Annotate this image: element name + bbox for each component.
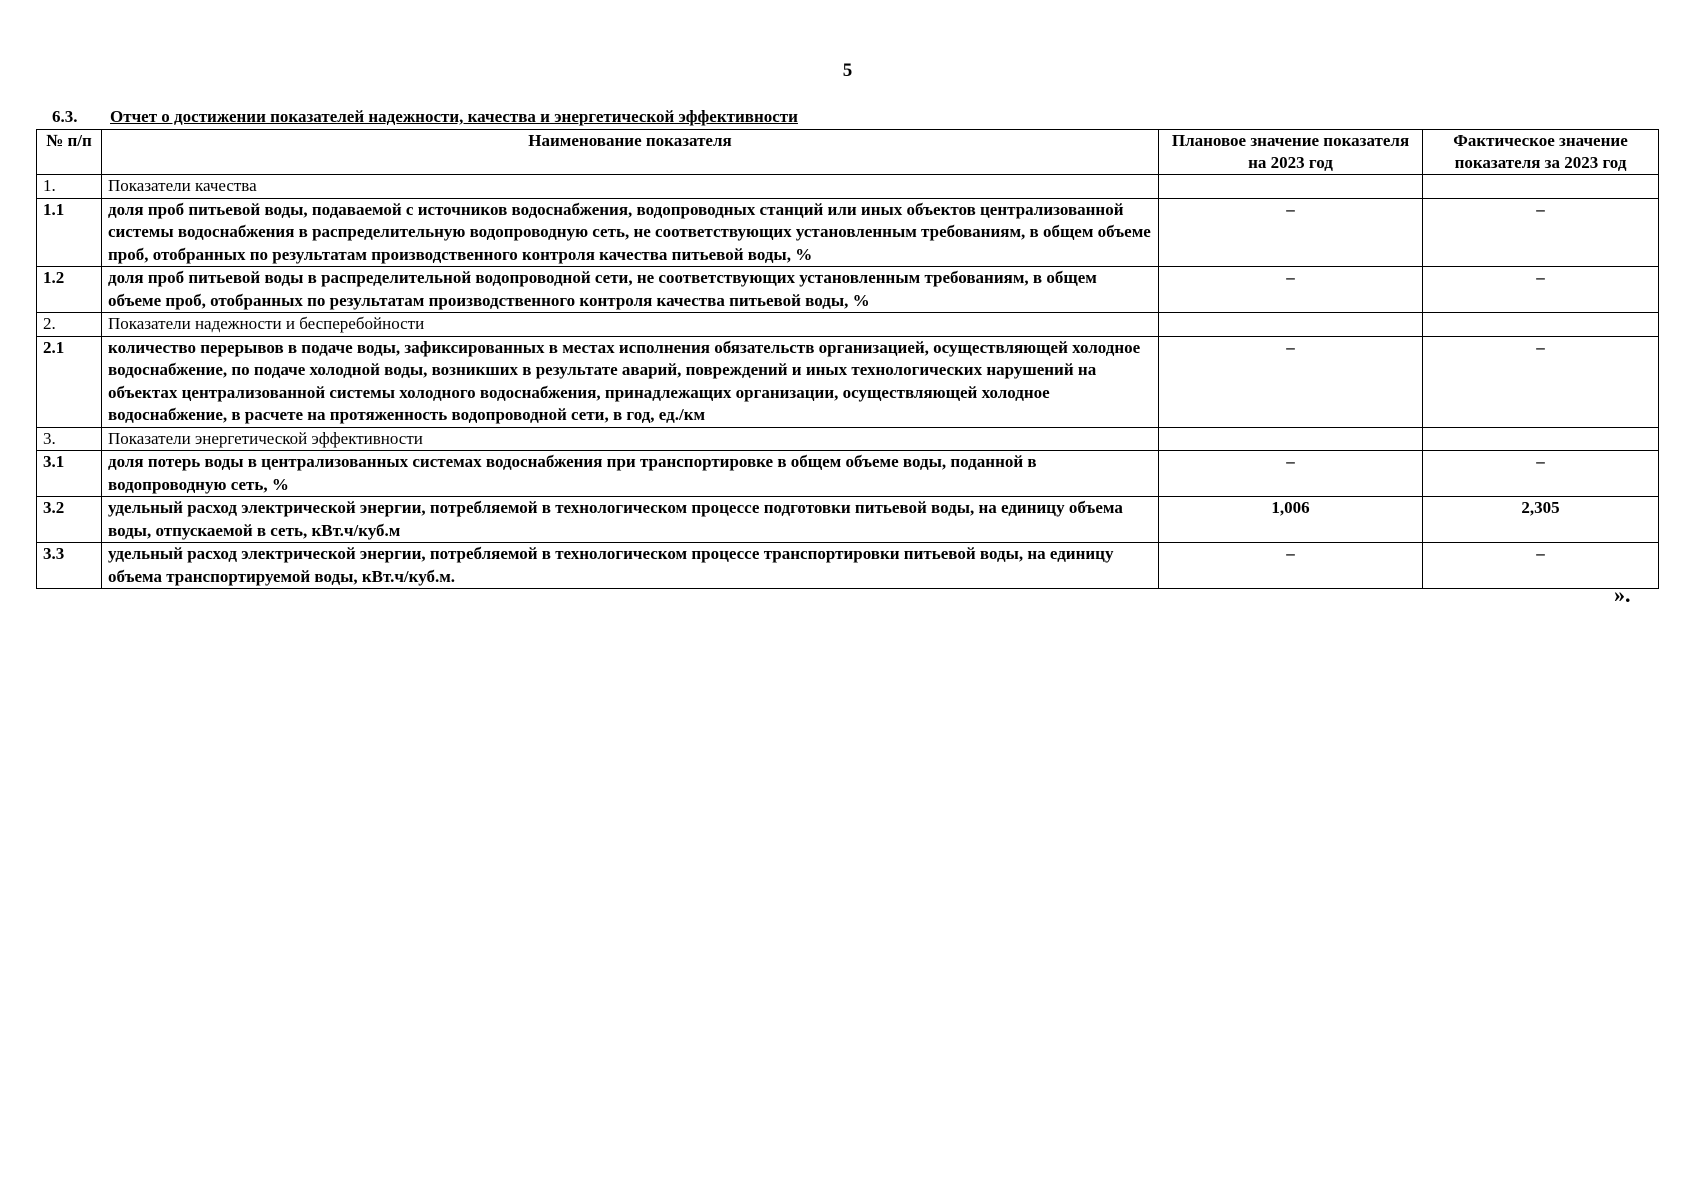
- header-fact: Фактическое значение показателя за 2023 год: [1423, 130, 1659, 175]
- indicator-name-cell: Показатели надежности и бесперебойности: [102, 313, 1159, 337]
- fact-value-cell: –: [1423, 336, 1659, 427]
- row-number-cell: 1.: [37, 175, 102, 199]
- indicators-table: [36, 129, 1659, 589]
- header-plan: Плановое значение показателя на 2023 год: [1159, 130, 1423, 175]
- row-number-cell: 1.2: [37, 267, 102, 313]
- row-number-cell: 3.2: [37, 497, 102, 543]
- table-row: [37, 497, 1659, 543]
- section-title-text: Отчет о достижении показателей надежности, качества и энергетической эффективности: [110, 107, 798, 126]
- table-row: [37, 336, 1659, 427]
- indicator-name-cell: Показатели качества: [102, 175, 1159, 199]
- row-number-cell: 2.: [37, 313, 102, 337]
- indicator-name-cell: удельный расход электрической энергии, потребляемой в технологическом процессе транспортировки питьевой воды, на единицу объема транспортируемой воды, кВт.ч/куб.м.: [102, 543, 1159, 589]
- table-row: [37, 175, 1659, 199]
- indicator-name-cell: доля проб питьевой воды, подаваемой с источников водоснабжения, водопроводных станций или иных объектов централизованной системы водоснабжения в распределительную водопроводную сеть, не соответствующих установленным требованиям, в общем объеме проб, отобранных по результатам производственного контроля качества питьевой воды, %: [102, 198, 1159, 267]
- header-num: № п/п: [37, 130, 102, 175]
- section-title: [52, 107, 798, 127]
- indicator-name-cell: Показатели энергетической эффективности: [102, 427, 1159, 451]
- plan-value-cell: –: [1159, 336, 1423, 427]
- fact-value-cell: [1423, 175, 1659, 199]
- plan-value-cell: –: [1159, 543, 1423, 589]
- row-number-cell: 3.: [37, 427, 102, 451]
- table-body: [37, 175, 1659, 589]
- fact-value-cell: –: [1423, 267, 1659, 313]
- fact-value-cell: [1423, 427, 1659, 451]
- table-row: [37, 427, 1659, 451]
- plan-value-cell: [1159, 427, 1423, 451]
- indicator-name-cell: доля проб питьевой воды в распределительной водопроводной сети, не соответствующих установленным требованиям, в общем объеме проб, отобранных по результатам производственного контроля качества питьевой воды, %: [102, 267, 1159, 313]
- table-row: [37, 451, 1659, 497]
- fact-value-cell: –: [1423, 451, 1659, 497]
- fact-value-cell: 2,305: [1423, 497, 1659, 543]
- page-number: 5: [842, 60, 853, 81]
- indicator-name-cell: удельный расход электрической энергии, потребляемой в технологическом процессе подготовки питьевой воды, на единицу объема воды, отпускаемой в сеть, кВт.ч/куб.м: [102, 497, 1159, 543]
- fact-value-cell: [1423, 313, 1659, 337]
- fact-value-cell: –: [1423, 198, 1659, 267]
- row-number-cell: 1.1: [37, 198, 102, 267]
- table-row: [37, 543, 1659, 589]
- fact-value-cell: –: [1423, 543, 1659, 589]
- plan-value-cell: –: [1159, 267, 1423, 313]
- section-number: 6.3.: [52, 107, 78, 126]
- row-number-cell: 3.1: [37, 451, 102, 497]
- plan-value-cell: [1159, 313, 1423, 337]
- row-number-cell: 2.1: [37, 336, 102, 427]
- table-row: [37, 198, 1659, 267]
- indicator-name-cell: количество перерывов в подаче воды, зафиксированных в местах исполнения обязательств организацией, осуществляющей холодное водоснабжение, по подаче холодной воды, возникших в результате аварий, повреждений и иных технологических нарушений на объектах централизованной системы холодного водоснабжения, принадлежащих организации, осуществляющей холодное водоснабжение, в расчете на протяженность водопроводной сети, в год, ед./км: [102, 336, 1159, 427]
- table-row: [37, 267, 1659, 313]
- indicator-name-cell: доля потерь воды в централизованных системах водоснабжения при транспортировке в общем объеме воды, поданной в водопроводную сеть, %: [102, 451, 1159, 497]
- closing-mark: ».: [1614, 582, 1631, 607]
- plan-value-cell: [1159, 175, 1423, 199]
- table-row: [37, 313, 1659, 337]
- table-header-row: [37, 130, 1659, 175]
- header-name: Наименование показателя: [102, 130, 1159, 175]
- row-number-cell: 3.3: [37, 543, 102, 589]
- plan-value-cell: –: [1159, 198, 1423, 267]
- plan-value-cell: 1,006: [1159, 497, 1423, 543]
- plan-value-cell: –: [1159, 451, 1423, 497]
